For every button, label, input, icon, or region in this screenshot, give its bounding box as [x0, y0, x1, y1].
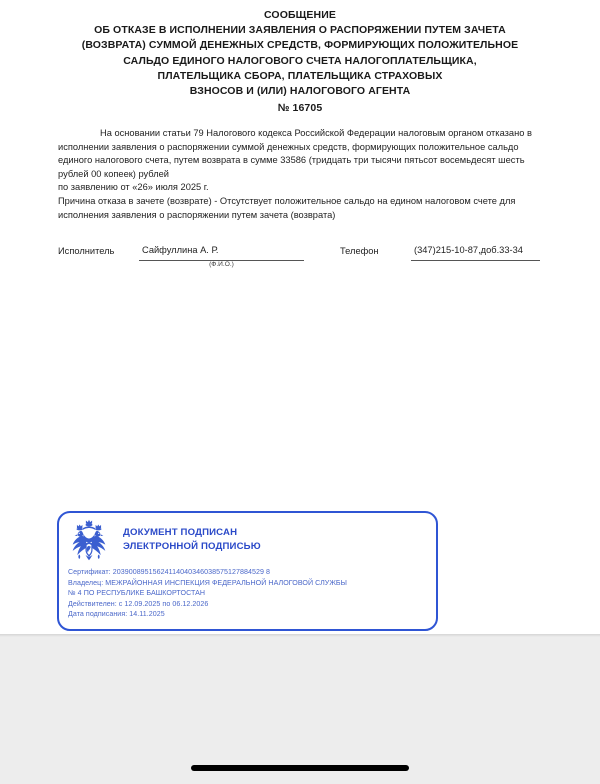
executor-label: Исполнитель: [58, 246, 115, 256]
stamp-details: [59, 559, 436, 620]
title-line-6: ВЗНОСОВ И (ИЛИ) НАЛОГОВОГО АГЕНТА: [189, 85, 411, 98]
stamp-title-line-2: ЭЛЕКТРОННОЙ ПОДПИСЬЮ: [123, 540, 261, 552]
title-line-5: ПЛАТЕЛЬЩИКА СБОРА, ПЛАТЕЛЬЩИКА СТРАХОВЫХ: [157, 69, 443, 82]
owner-label: Владелец:: [68, 578, 104, 587]
document-title-block: [0, 0, 600, 116]
executor-name-field: [139, 243, 304, 261]
executor-contact-row: [58, 243, 540, 279]
stamp-title: [123, 526, 261, 554]
certificate-row: [68, 567, 436, 578]
phone-number-value: (347)215-10-87,доб.33-34: [414, 245, 523, 255]
certificate-value: 20390089515624114040346038575127884529 8: [112, 568, 271, 576]
electronic-signature-stamp: [57, 511, 438, 631]
body-paragraph-2: по заявлению от «26» июля 2025 г.: [58, 182, 209, 193]
russian-coat-of-arms-icon: [69, 519, 109, 561]
owner-value-line-1: МЕЖРАЙОННАЯ ИНСПЕКЦИЯ ФЕДЕРАЛЬНОЙ НАЛОГОВОЙ СЛУЖБЫ: [105, 578, 347, 587]
phone-label: Телефон: [340, 246, 379, 256]
owner-row-continued: [68, 588, 436, 599]
document-number: № 16705: [277, 102, 323, 115]
title-line-3: (ВОЗВРАТА) СУММОЙ ДЕНЕЖНЫХ СРЕДСТВ, ФОРМИРУЮЩИХ ПОЛОЖИТЕЛЬНОЕ: [81, 39, 519, 52]
executor-name-value: Сайфуллина А. Р.: [142, 245, 219, 255]
title-line-4: САЛЬДО ЕДИНОГО НАЛОГОВОГО СЧЕТА НАЛОГОПЛАТЕЛЬЩИКА,: [123, 54, 477, 67]
validity-value: с 12.09.2025 по 06.12.2026: [118, 599, 209, 608]
title-line-1: СООБЩЕНИЕ: [264, 9, 336, 21]
document-body: [58, 127, 533, 222]
stamp-header: [59, 513, 436, 559]
home-indicator[interactable]: [191, 765, 409, 771]
phone-number-field: [411, 243, 540, 261]
executor-field-caption: (Ф.И.О.): [209, 261, 234, 268]
owner-value-line-2: № 4 ПО РЕСПУБЛИКЕ БАШКОРТОСТАН: [68, 589, 206, 598]
validity-label: Действителен:: [68, 599, 117, 608]
certificate-label: Сертификат:: [68, 568, 111, 576]
owner-row: [68, 578, 436, 589]
body-paragraph-3: Причина отказа в зачете (возврате) - Отсутствует положительное сальдо на едином налоговом счете для исполнения заявления о распоряжении путем зачета (возврата): [58, 195, 516, 220]
body-paragraph-1: На основании статьи 79 Налогового кодекса Российской Федерации налоговым органом отказано в исполнении заявления о распоряжении суммой денежных средств, формирующих положительное сальдо единого налогового счета, путем возврата в сумме 33586 (тридцать три тысячи пятьсот восемьдесят шесть рублей 00 копеек) рублей: [58, 128, 532, 179]
title-line-2: ОБ ОТКАЗЕ В ИСПОЛНЕНИИ ЗАЯВЛЕНИЯ О РАСПОРЯЖЕНИИ ПУТЕМ ЗАЧЕТА: [94, 24, 506, 37]
signing-date-row: [68, 609, 436, 620]
signing-date-value: 14.11.2025: [129, 610, 165, 619]
signing-date-label: Дата подписания:: [68, 610, 128, 619]
page-bottom-edge: [0, 634, 600, 637]
stamp-title-line-1: ДОКУМЕНТ ПОДПИСАН: [123, 526, 238, 538]
validity-row: [68, 599, 436, 610]
